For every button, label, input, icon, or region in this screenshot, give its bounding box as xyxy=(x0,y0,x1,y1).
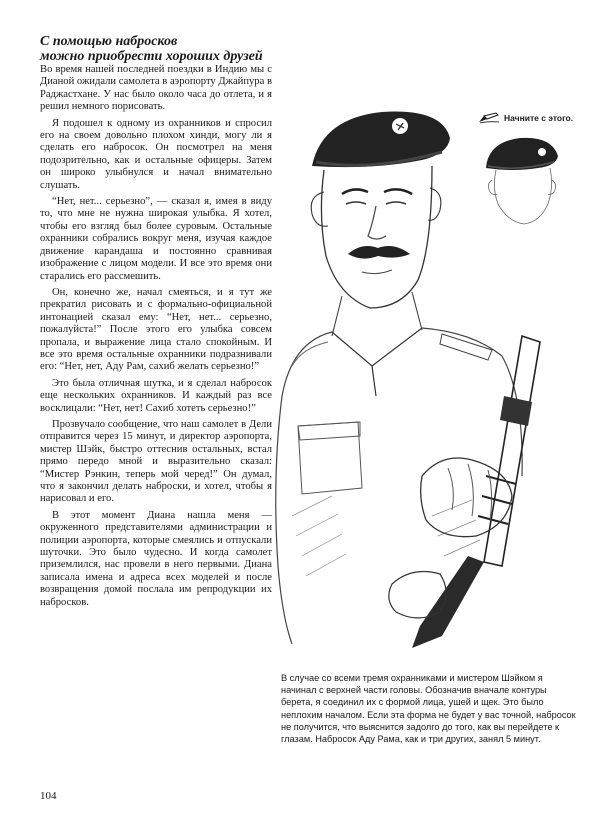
article-title xyxy=(40,34,275,64)
page-number: 104 xyxy=(40,790,57,802)
figure-caption: В случае со всеми тремя охранниками и мистером Шэйком я начинал с верхней части головы. Обозначив вначале контуры берета, я соединил их с формой лица, ушей и щек. Это было неплохим началом. Если эта форма не будет у вас точной, набросок не получится, что выяснится задолго до того, как вы перейдете к глазам. Набросок Аду Рама, как и три других, занял 5 минут. xyxy=(281,673,576,745)
article-body xyxy=(40,64,272,613)
paragraph-5: Это была отличная шутка, и я сделал набросок еще нескольких охранников. И каждый раз все восклицали: “Нет, нет! Сахиб хотеть серьезно!” xyxy=(40,377,272,414)
title-line-2: можно приобрести хороших друзей xyxy=(40,49,263,64)
paragraph-3: “Нет, нет... серьезно”, — сказал я, имея в виду то, что мне не нужна широкая улыбка. Я хотел, чтобы его взгляд был более суровым. Остальные охранники собрались вокруг меня, изучая каждое движение карандаша и постоянно сравнивая изображение с лицом модели. И все это время они старались его рассмешить. xyxy=(40,196,272,282)
guard-portrait-sketch xyxy=(272,96,590,656)
start-here-text: Начните с этого. xyxy=(504,113,574,123)
paragraph-6: Прозвучало сообщение, что наш самолет в Дели отправится через 15 минут, и директор аэропорта, мистер Шэйк, быстро оттеснив остальных, встал прямо передо мной и выразительно сказал: “Мистер Рэнкин, теперь мой черед!” Он думал, что я закончил делать наброски, и хотел, чтобы я нарисовал и его. xyxy=(40,418,272,505)
paragraph-2: Я подошел к одному из охранников и спросил его на своем довольно плохом хинди, могу ли я сделать его набросок. Он посмотрел на меня подозрительно, как и остальные офицеры. Затем он широко улыбнулся и начал внимательно слушать. xyxy=(40,117,272,191)
title-line-1: С помощью набросков xyxy=(40,34,178,49)
paragraph-4: Он, конечно же, начал смеяться, и я тут же прекратил рисовать и с формально-официальной интонацией сказал ему: “Нет, нет... серьезно, пожалуйста!” После этого его улыбка совсем пропала, и выражение лица стало спокойным. И все это время остальные охранники подразнивали его: “Нет, нет, Аду Рам, сахиб желать серьезно!” xyxy=(40,286,272,373)
paragraph-1: Во время нашей последней поездки в Индию мы с Дианой ожидали самолета в аэропорту Джайпура в Раджастхане. У нас было около часа до отлета, и я решил немного порисовать. xyxy=(40,64,272,113)
paragraph-7: В этот момент Диана нашла меня — окруженного представителями администрации и полиции аэропорта, которые смеялись и отпускали шуточки. Это было чудесно. И когда самолет приземлился, нас провели в него первыми. Диана записала имена и адреса всех моделей и после возвращения домой послала им репродукции их набросков. xyxy=(40,509,272,608)
